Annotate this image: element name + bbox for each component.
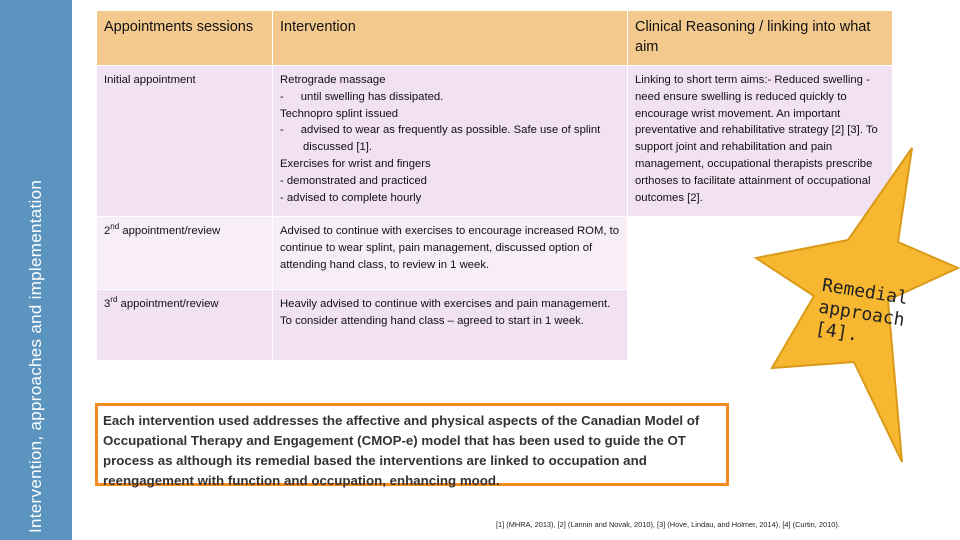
bullet-mark: - [280, 124, 284, 137]
intervention-line: To consider attending hand class – agreed to start in 1 week. [280, 314, 584, 327]
bullet-mark: - [280, 90, 284, 103]
reasoning-cell: Linking to short term aims:- Reduced swelling - need ensure swelling is reduced quickly to encourage wrist movement. An important preventative and rehabilitative strategy [2] [3]. To support joint and rehabilitation and pain management, occupational therapists prescribe orthoses to facilitate attainment of occupational outcomes [2]. [628, 66, 893, 217]
appointment-label: appointment/review [119, 225, 221, 237]
references-footer: [1] (MHRA, 2013), [2] (Lannin and Novak, 2010), [3] (Hove, Lindau, and Holmer, 2014), [4] (Curtin, 2010). [496, 520, 840, 529]
appointment-cell [97, 290, 273, 361]
intervention-line: Exercises for wrist and fingers [280, 157, 431, 170]
intervention-cell [273, 290, 628, 361]
appointment-number: 3 [104, 298, 111, 310]
summary-callout: Each intervention used addresses the affective and physical aspects of the Canadian Model of Occupational Therapy and Engagement (CMOP-e) model that has been used to guide the OT process as although its remedial based the interventions are linked to occupation and reengagement with function and occupation, enhancing mood. [95, 403, 729, 486]
header-clinical-reasoning: Clinical Reasoning / linking into what aim [628, 11, 893, 66]
bullet-text: until swelling has dissipated. [300, 90, 444, 103]
bullet-text: advised to wear as frequently as possible. Safe use of splint discussed [1]. [300, 124, 601, 154]
appointment-label: appointment/review [117, 298, 219, 310]
appointment-cell [97, 217, 273, 290]
intervention-line: - demonstrated and practiced [280, 174, 427, 187]
appointment-number: 2 [104, 225, 111, 237]
intervention-line: - advised to complete hourly [280, 191, 422, 204]
header-appointments: Appointments sessions [97, 11, 273, 66]
intervention-line: Heavily advised to continue with exercises and pain management. [280, 298, 611, 310]
intervention-cell: Advised to continue with exercises to encourage increased ROM, to continue to wear splint, pain management, discussed option of attending hand class, to review in 1 week. [273, 217, 628, 290]
appointment-ordinal: nd [110, 222, 120, 232]
intervention-bullet [280, 89, 620, 106]
intervention-line: Technopro splint issued [280, 107, 399, 120]
table-header-row [97, 11, 893, 66]
side-title: Intervention, approaches and implementation [26, 179, 45, 533]
appointment-ordinal: rd [110, 295, 118, 305]
star-label: Remedial approach [4]. [813, 274, 910, 346]
appointment-cell: Initial appointment [97, 66, 273, 217]
intervention-cell [273, 66, 628, 217]
header-intervention: Intervention [273, 11, 628, 66]
intervention-line: Retrograde massage [280, 74, 386, 86]
intervention-bullet [280, 122, 620, 156]
